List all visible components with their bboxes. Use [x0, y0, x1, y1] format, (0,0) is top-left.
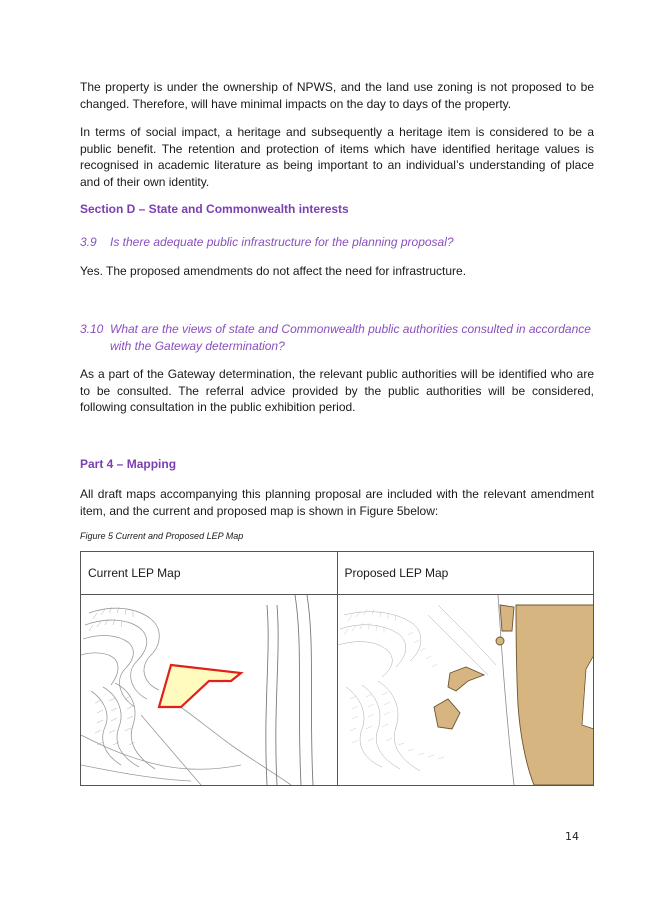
paragraph-gateway: As a part of the Gateway determination, the relevant public authorities will be identified who are to be consulted. The referral advice provided by the public authorities will be considered, following consultation in the public exhibition period. [80, 367, 594, 414]
question-text: Is there adequate public infrastructure for the planning proposal? [110, 235, 454, 249]
question-number: 3.9 [80, 235, 97, 249]
question-text: What are the views of state and Commonwealth public authorities consulted in accordance [110, 322, 591, 336]
heritage-item-dot [496, 637, 504, 645]
part-4-heading: Part 4 – Mapping [80, 457, 177, 471]
proposed-map-cell [337, 595, 594, 786]
question-3-9 [80, 234, 594, 251]
paragraph-infrastructure: Yes. The proposed amendments do not affect the need for infrastructure. [80, 264, 467, 278]
page-number: 14 [565, 830, 579, 843]
question-text-continued: with the Gateway determination? [110, 338, 285, 353]
question-number: 3.10 [80, 322, 104, 336]
paragraph-mapping: All draft maps accompanying this planning proposal are included with the relevant amendment item, and the current and proposed map is shown in Figure 5below: [80, 487, 594, 518]
current-map-header: Current LEP Map [81, 552, 338, 595]
figure-caption: Figure 5 Current and Proposed LEP Map [80, 531, 244, 541]
paragraph-ownership: The property is under the ownership of NPWS, and the land use zoning is not proposed to be changed. Therefore, will have minimal impacts on the day to days of the property. [80, 80, 594, 111]
current-lep-map [81, 595, 337, 785]
question-3-10 [80, 321, 594, 354]
heritage-zone-north [500, 605, 514, 631]
heritage-zone-large [516, 605, 594, 785]
map-comparison-table [80, 551, 594, 786]
proposed-map-header: Proposed LEP Map [337, 552, 594, 595]
section-d-heading: Section D – State and Commonwealth interests [80, 202, 349, 216]
proposed-lep-map [338, 595, 594, 785]
paragraph-social-impact: In terms of social impact, a heritage and subsequently a heritage item is considered to be a public benefit. The retention and protection of items which have identified heritage values is recognised in academic literature as being important to an individual’s understanding of place and of their own identity. [80, 125, 594, 189]
current-map-cell [81, 595, 338, 786]
